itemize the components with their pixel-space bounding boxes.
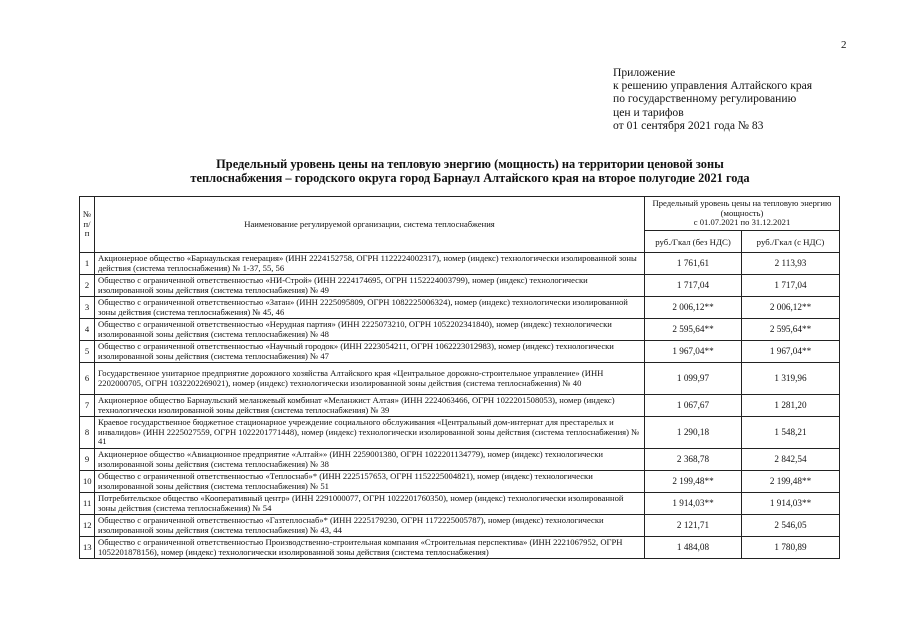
table-row (80, 297, 840, 319)
price-without-vat: 1 099,97 (645, 363, 742, 395)
row-number: 6 (80, 363, 95, 395)
table-row (80, 537, 840, 559)
row-number: 12 (80, 515, 95, 537)
table-row (80, 275, 840, 297)
appendix-line: к решению управления Алтайского края (613, 79, 813, 93)
row-number: 3 (80, 297, 95, 319)
header-price-level (645, 197, 840, 231)
row-number: 10 (80, 471, 95, 493)
row-number: 2 (80, 275, 95, 297)
price-with-vat: 1 319,96 (742, 363, 840, 395)
header-organization: Наименование регулируемой организации, система теплоснабжения (95, 197, 645, 253)
price-without-vat: 2 006,12** (645, 297, 742, 319)
price-without-vat: 2 121,71 (645, 515, 742, 537)
row-number: 5 (80, 341, 95, 363)
organization-cell: Общество с ограниченной ответственностью «Научный городок» (ИНН 2223054211, ОГРН 1062223012983), номер (индекс) технологически изолированной зоны действия (система теплоснабжения) № 47 (95, 341, 645, 363)
row-number: 13 (80, 537, 95, 559)
table-row (80, 253, 840, 275)
price-with-vat: 2 006,12** (742, 297, 840, 319)
appendix-line: Приложение (613, 66, 676, 79)
price-with-vat: 2 546,05 (742, 515, 840, 537)
price-with-vat: 1 914,03** (742, 493, 840, 515)
organization-cell: Общество с ограниченной ответственностью «Теплоснаб»* (ИНН 2225157653, ОГРН 1152225004821), номер (индекс) технологически изолированной зоны действия (система теплоснабжения) № 51 (95, 471, 645, 493)
price-with-vat: 1 281,20 (742, 395, 840, 417)
table-row (80, 319, 840, 341)
price-without-vat: 2 368,78 (645, 449, 742, 471)
table-row (80, 515, 840, 537)
organization-cell: Акционерное общество Барнаульский меланжевый комбинат «Меланжист Алтая» (ИНН 2224063466, ОГРН 1022201508053), номер (индекс) технологически изолированной зоны действия (система теплоснабжения) № 39 (95, 395, 645, 417)
table-row (80, 493, 840, 515)
document-title-line: теплоснабжения – городского округа город Барнаул Алтайского края на второе полугодие 2021 года (190, 171, 750, 185)
row-number: 8 (80, 417, 95, 449)
header-price-title: Предельный уровень цены на тепловую энергию (мощность) (652, 197, 832, 218)
price-with-vat: 2 199,48** (742, 471, 840, 493)
price-with-vat: 1 780,89 (742, 537, 840, 559)
price-without-vat: 1 761,61 (645, 253, 742, 275)
organization-cell: Общество с ограниченной ответственностью Производственно-строительная компания «Строительная перспектива» (ИНН 2221067952, ОГРН 1052201878156), номер (индекс) технологически изолированной зоны действия (система теплоснабжения) (95, 537, 645, 559)
price-without-vat: 1 717,04 (645, 275, 742, 297)
organization-cell: Общество с ограниченной ответственностью «НИ-Строй» (ИНН 2224174695, ОГРН 1152224003799), номер (индекс) технологически изолированной зоны действия (система теплоснабжения) № 49 (95, 275, 645, 297)
price-with-vat: 1 548,21 (742, 417, 840, 449)
price-with-vat: 1 717,04 (742, 275, 840, 297)
header-period: с 01.07.2021 по 31.12.2021 (693, 217, 791, 228)
organization-cell: Акционерное общество «Барнаульская генерация» (ИНН 2224152758, ОГРН 1122224002317), номер (индекс) технологически изолированной зоны действия (система теплоснабжения) № 1-37, 55, 56 (95, 253, 645, 275)
price-without-vat: 1 914,03** (645, 493, 742, 515)
price-without-vat: 2 595,64** (645, 319, 742, 341)
price-without-vat: 1 967,04** (645, 341, 742, 363)
table-row (80, 471, 840, 493)
header-with-vat: руб./Гкал (с НДС) (742, 231, 840, 253)
appendix-line: цен и тарифов (613, 105, 684, 119)
organization-cell: Общество с ограниченной ответственностью «Нерудная партия» (ИНН 2225073210, ОГРН 1052202341840), номер (индекс) технологически изолированной зоны действия (система теплоснабжения) № 48 (95, 319, 645, 341)
row-number: 11 (80, 493, 95, 515)
price-without-vat: 1 067,67 (645, 395, 742, 417)
price-with-vat: 2 842,54 (742, 449, 840, 471)
price-with-vat: 2 595,64** (742, 319, 840, 341)
table-row (80, 449, 840, 471)
row-number: 7 (80, 395, 95, 417)
price-with-vat: 2 113,93 (742, 253, 840, 275)
organization-cell: Государственное унитарное предприятие дорожного хозяйства Алтайского края «Центральное дорожно-строительное управление» (ИНН 2202000705, ОГРН 1032202269021), номер (индекс) технологически изолированной зоны действия (система теплоснабжения) № 40 (95, 363, 645, 395)
row-number: 1 (80, 253, 95, 275)
appendix-line: по государственному регулированию (613, 92, 797, 106)
table-row (80, 417, 840, 449)
organization-cell: Краевое государственное бюджетное стационарное учреждение социального обслуживания «Центральный дом-интернат для престарелых и инвалидов» (ИНН 2225027559, ОГРН 1022201771448), номер (индекс) технологически изолированной зоны действия (система теплоснабжения) № 41 (95, 417, 645, 449)
organization-cell: Акционерное общество «Авиационное предприятие «Алтай»» (ИНН 2259001380, ОГРН 1022201134779), номер (индекс) технологически изолированной зоны действия (система теплоснабжения) № 38 (95, 449, 645, 471)
row-number: 4 (80, 319, 95, 341)
table-row (80, 341, 840, 363)
appendix-block (613, 66, 853, 132)
price-without-vat: 1 484,08 (645, 537, 742, 559)
document-title-line: Предельный уровень цены на тепловую энергию (мощность) на территории ценовой зоны (216, 157, 724, 171)
organization-cell: Потребительское общество «Кооперативный центр» (ИНН 2291000077, ОГРН 1022201760350), номер (индекс) технологически изолированной зоны действия (система теплоснабжения) № 54 (95, 493, 645, 515)
header-number: № п/п (80, 197, 95, 253)
table-row (80, 363, 840, 395)
price-without-vat: 2 199,48** (645, 471, 742, 493)
table-row (80, 395, 840, 417)
price-table (79, 196, 840, 559)
document-title (130, 157, 810, 185)
row-number: 9 (80, 449, 95, 471)
appendix-line: от 01 сентября 2021 года № 83 (613, 118, 764, 132)
organization-cell: Общество с ограниченной ответственностью «Затан» (ИНН 2225095809, ОГРН 1082225006324), номер (индекс) технологически изолированной зоны действия (система теплоснабжения) № 45, 46 (95, 297, 645, 319)
organization-cell: Общество с ограниченной ответственностью «Газтеплоснаб»* (ИНН 2225179230, ОГРН 1172225005787), номер (индекс) технологически изолированной зоны действия (система теплоснабжения) № 43, 44 (95, 515, 645, 537)
price-with-vat: 1 967,04** (742, 341, 840, 363)
price-without-vat: 1 290,18 (645, 417, 742, 449)
page-number: 2 (841, 39, 847, 51)
header-without-vat: руб./Гкал (без НДС) (645, 231, 742, 253)
